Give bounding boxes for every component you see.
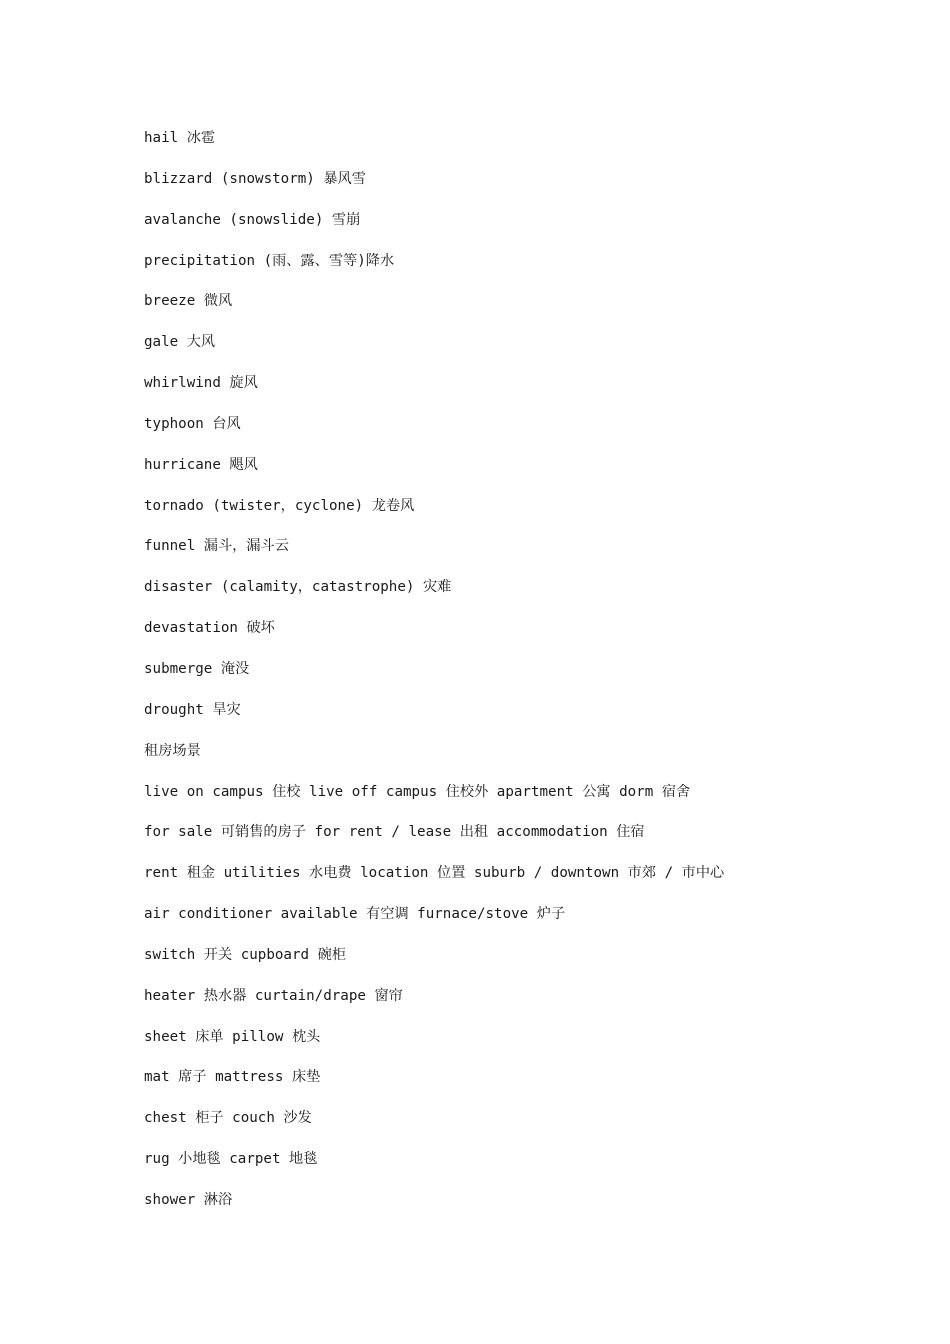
vocab-line-hurricane: hurricane 飓风 (144, 456, 258, 473)
vocab-line-rug: rug 小地毯 carpet 地毯 (144, 1151, 318, 1168)
vocab-line-switch: switch 开关 cupboard 碗柜 (144, 946, 346, 963)
vocab-line-campus: live on campus 住校 live off campus 住校外 apartment 公寓 dorm 宿舍 (144, 783, 691, 800)
vocab-line-hail: hail 冰雹 (144, 130, 216, 146)
vocab-line-funnel: funnel 漏斗，漏斗云 (144, 538, 289, 555)
section-heading-renting: 租房场景 (144, 742, 201, 759)
vocab-line-submerge: submerge 淹没 (144, 660, 250, 677)
vocab-line-rent: rent 租金 utilities 水电费 location 位置 suburb / downtown 市郊 / 市中心 (144, 865, 725, 882)
vocab-line-gale: gale 大风 (144, 334, 216, 351)
vocab-line-devastation: devastation 破坏 (144, 620, 275, 637)
vocab-line-breeze: breeze 微风 (144, 293, 233, 310)
vocab-line-heater: heater 热水器 curtain/drape 窗帘 (144, 987, 403, 1004)
vocab-line-drought: drought 旱灾 (144, 701, 241, 718)
vocab-line-shower: shower 淋浴 (144, 1191, 233, 1208)
vocab-line-typhoon: typhoon 台风 (144, 415, 241, 432)
vocab-line-tornado: tornado (twister，cyclone) 龙卷风 (144, 497, 415, 514)
vocab-line-for-sale: for sale 可销售的房子 for rent / lease 出租 accommodation 住宿 (144, 824, 645, 841)
vocab-line-air-conditioner: air conditioner available 有空调 furnace/stove 炉子 (144, 906, 566, 923)
vocab-line-sheet: sheet 床单 pillow 枕头 (144, 1028, 321, 1045)
vocab-line-disaster: disaster (calamity，catastrophe) 灾难 (144, 579, 452, 596)
vocab-line-chest: chest 柜子 couch 沙发 (144, 1110, 312, 1127)
vocab-line-precipitation: precipitation (雨、露、雪等)降水 (144, 252, 395, 269)
vocab-line-avalanche: avalanche (snowslide) 雪崩 (144, 211, 361, 228)
vocabulary-list (144, 126, 904, 1229)
vocab-line-blizzard: blizzard (snowstorm) 暴风雪 (144, 170, 366, 187)
vocab-line-whirlwind: whirlwind 旋风 (144, 375, 258, 392)
vocab-line-mat: mat 席子 mattress 床垫 (144, 1069, 321, 1086)
